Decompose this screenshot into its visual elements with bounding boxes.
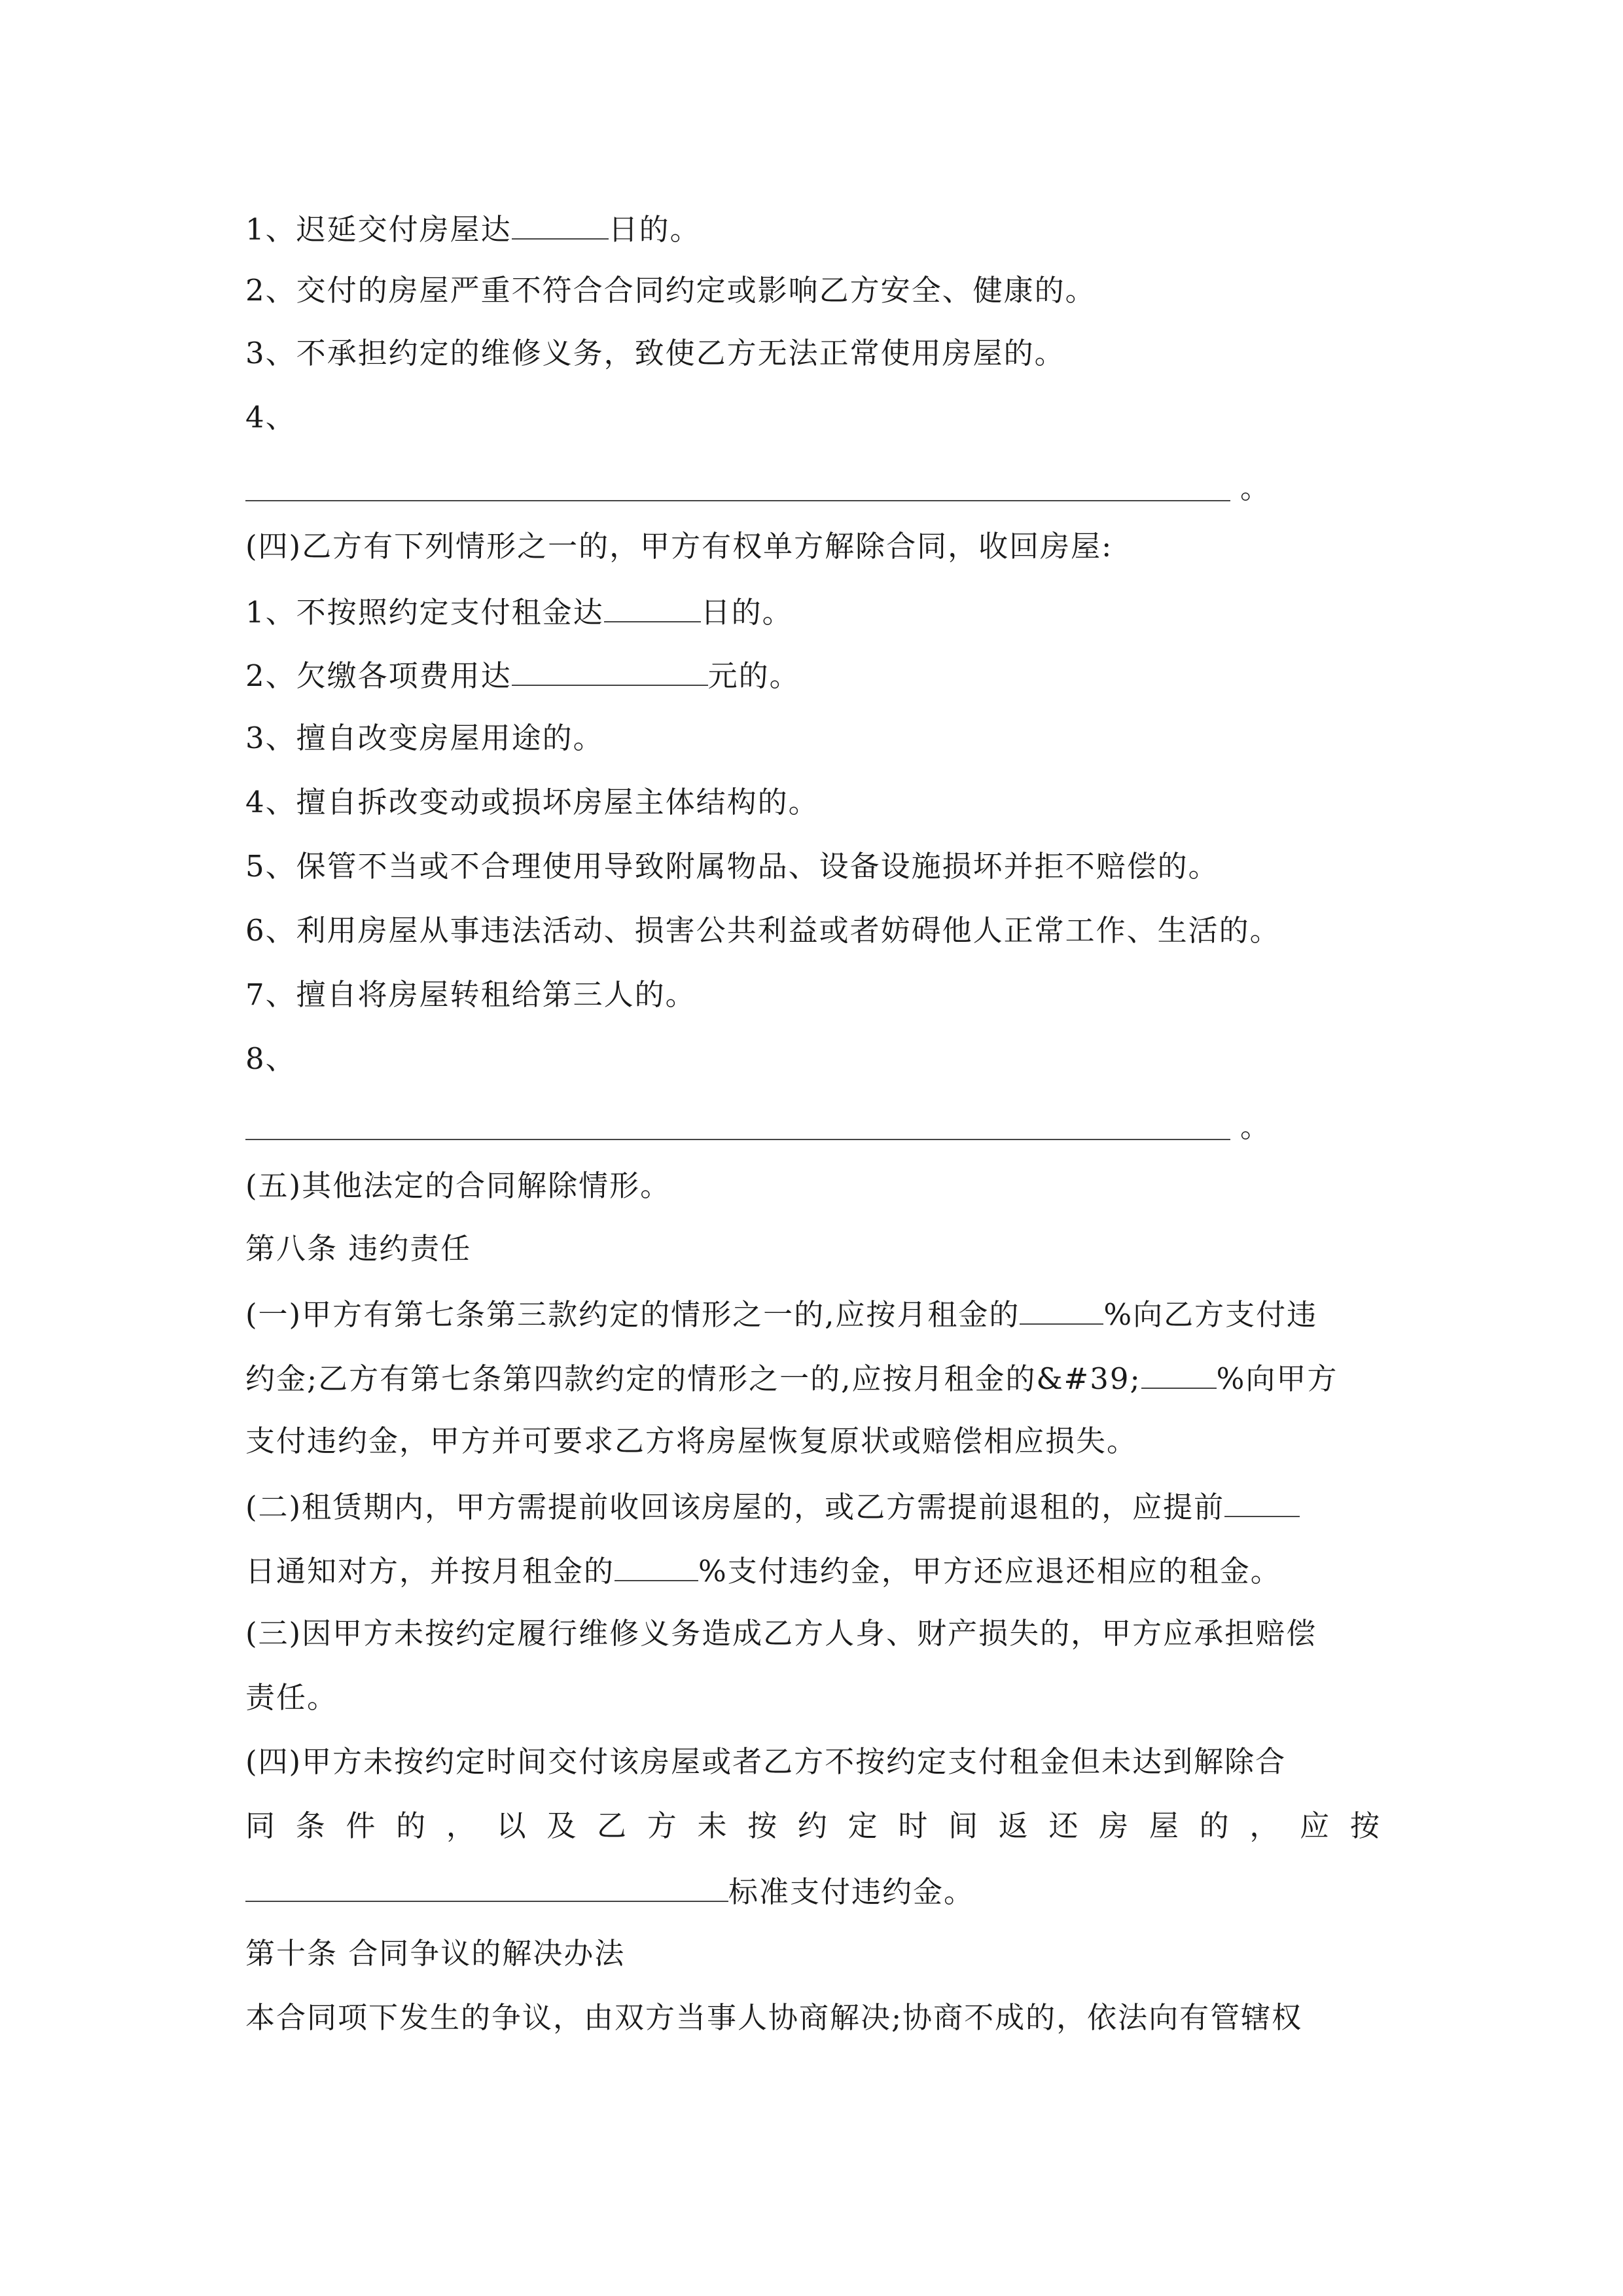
paragraph-line: 本合同项下发生的争议，由双方当事人协商解决;协商不成的，依法向有管辖权 [245,2000,1303,2035]
char: 以 [496,1808,527,1843]
clause-text: (一)甲方有第七条第三款约定的情形之一的,应按月租金的 [245,1297,1020,1332]
clause-item [245,208,1381,247]
char: 屋 [1149,1808,1180,1843]
clause-text: 1、迟延交付房屋达 [245,212,512,247]
clause-item: 7、擅自将房屋转租给第三人的。 [245,977,696,1012]
char: 的 [1199,1808,1230,1843]
clause-text: (二)租赁期内，甲方需提前收回该房屋的，或乙方需提前退租的，应提前 [245,1490,1225,1524]
fill-in-blank[interactable] [604,591,701,622]
clause-text: 日通知对方，并按月租金的 [245,1554,615,1588]
clause-text: 2、欠缴各项费用达 [245,658,512,693]
char: ， [1249,1808,1281,1843]
paragraph-line: (三)因甲方未按约定履行维修义务造成乙方人身、财产损失的，甲方应承担赔偿 [245,1616,1317,1651]
clause-item: 8、 [245,1041,296,1076]
char: 房 [1099,1808,1130,1843]
paragraph-line: (四)甲方未按约定时间交付该房屋或者乙方不按约定支付租金但未达到解除合 [245,1744,1287,1779]
fill-in-blank[interactable] [512,208,609,240]
clause-item: 3、擅自改变房屋用途的。 [245,721,604,755]
char: 定 [847,1808,879,1843]
clause-text: 约金;乙方有第七条第四款约定的情形之一的,应按月租金的&#39; [245,1361,1141,1396]
clause-item: 4、擅自拆改变动或损坏房屋主体结构的。 [245,785,819,819]
article-title: 第八条 违约责任 [245,1231,472,1266]
fill-in-blank[interactable] [245,1871,728,1902]
clause-item [245,591,1381,630]
char: 时 [898,1808,929,1843]
char: 按 [1349,1808,1381,1843]
char: ， [446,1808,477,1843]
clause-text: 元的。 [707,658,800,693]
char: 应 [1300,1808,1331,1843]
char: 按 [747,1808,779,1843]
char: 间 [948,1808,980,1843]
clause-item [245,655,1381,694]
fill-in-blank[interactable] [512,655,708,686]
char: 条 [295,1808,327,1843]
clause-text: %向甲方 [1216,1361,1338,1396]
clause-item: 5、保管不当或不合理使用导致附属物品、设备设施损坏并拒不赔偿的。 [245,849,1219,884]
clause-text: 标准支付违约金。 [728,1874,975,1909]
clause-text: 1、不按照约定支付租金达 [245,595,604,630]
clause-text: %向乙方支付违 [1103,1297,1318,1332]
char: 返 [998,1808,1029,1843]
clause-item: 2、交付的房屋严重不符合合同约定或影响乙方安全、健康的。 [245,273,1096,308]
clause-item: 3、不承担约定的维修义务，致使乙方无法正常使用房屋的。 [245,336,1065,370]
paragraph-line [245,1871,1381,1910]
clause-end-mark: 。 [1240,1109,1270,1144]
char: 未 [697,1808,728,1843]
paragraph-line [245,1486,1381,1525]
fill-in-line[interactable] [245,1139,1230,1140]
paragraph-line: 支付违约金，甲方并可要求乙方将房屋恢复原状或赔偿相应损失。 [245,1424,1138,1458]
clause-text: 日的。 [608,212,701,247]
paragraph-line [245,1550,1381,1589]
fill-in-blank[interactable] [1141,1357,1217,1389]
clause-text: %支付违约金，甲方还应退还相应的租金。 [698,1554,1281,1588]
paragraph-line [245,1357,1381,1397]
paragraph-line: 责任。 [245,1680,338,1715]
article-title: 第十条 合同争议的解决办法 [245,1936,626,1971]
char: 乙 [597,1808,628,1843]
char: 件 [346,1808,377,1843]
fill-in-blank[interactable] [615,1550,698,1581]
fill-in-blank[interactable] [1224,1486,1300,1517]
char: 的 [396,1808,427,1843]
char: 同 [245,1808,277,1843]
clause-item: 6、利用房屋从事违法活动、损害公共利益或者妨碍他人正常工作、生活的。 [245,913,1281,948]
char: 约 [797,1808,829,1843]
paragraph-line [245,1293,1381,1333]
section-heading: (四)乙方有下列情形之一的，甲方有权单方解除合同，收回房屋: [245,529,1113,564]
fill-in-line[interactable] [245,500,1230,501]
char: 方 [647,1808,678,1843]
section-heading: (五)其他法定的合同解除情形。 [245,1168,671,1203]
char: 及 [546,1808,578,1843]
clause-text: 日的。 [700,595,793,630]
fill-in-blank[interactable] [1020,1293,1103,1325]
char: 还 [1048,1808,1080,1843]
clause-item: 4、 [245,400,296,435]
clause-end-mark: 。 [1240,471,1270,505]
paragraph-line-justified [245,1806,1381,1846]
